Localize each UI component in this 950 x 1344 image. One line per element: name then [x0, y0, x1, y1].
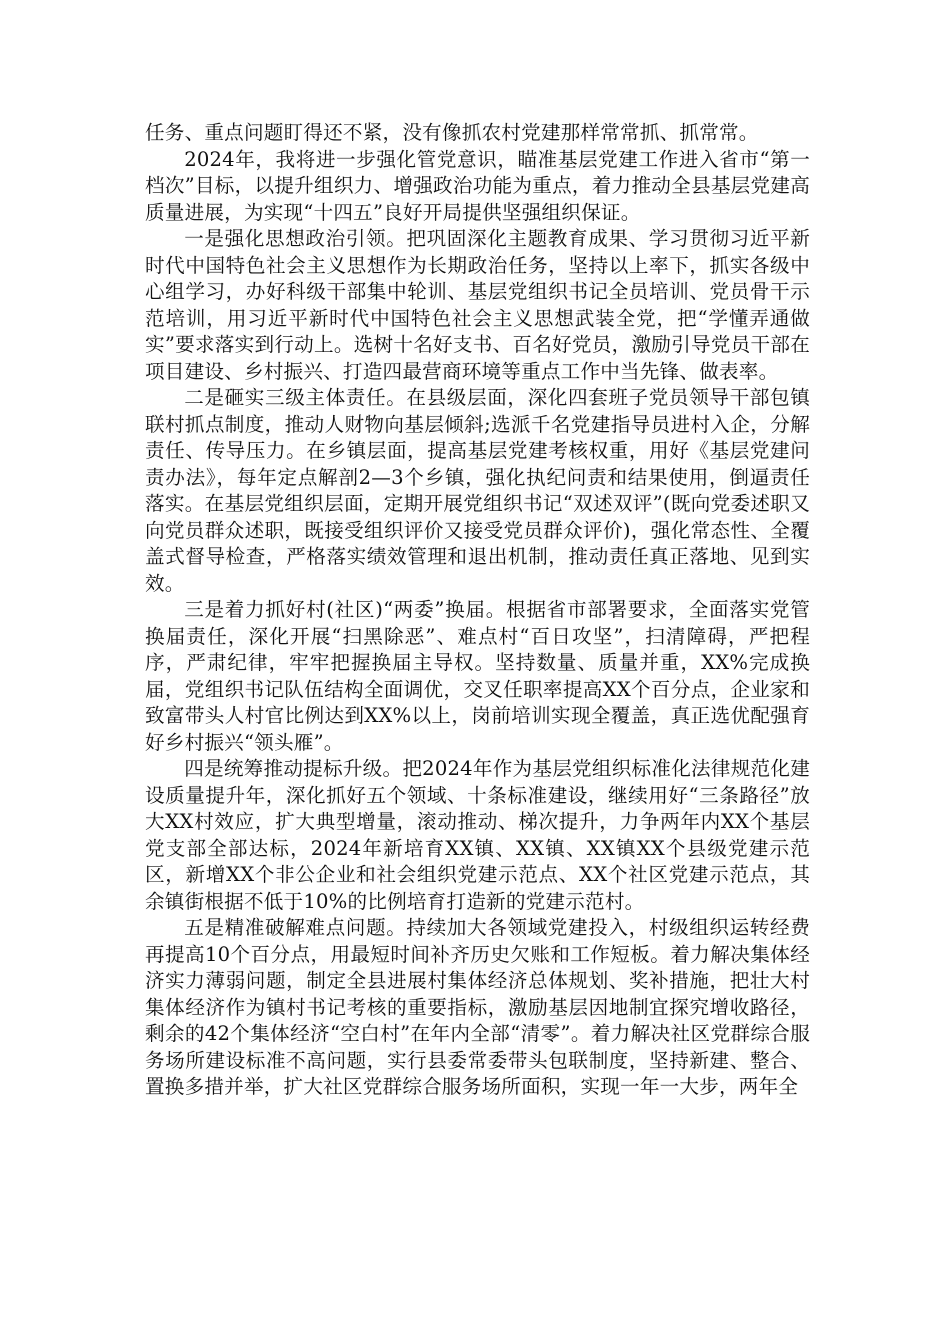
paragraph-point-4: 四是统筹推动提标升级。把2024年作为基层党组织标准化法律规范化建设质量提升年，深化抓好五个领域、十条标准建设，继续用好“三条路径”放大XX村效应，扩大典型增量，滚动推动、梯次提升，力争两年内XX个基层党支部全部达标，2024年新培育XX镇、XX镇、XX镇XX个县级党建示范区，新增XX个非公企业和社会组织党建示范点、XX个社区党建示范点，其余镇街根据不低于10%的比例培育打造新的党建示范村。 [145, 757, 810, 913]
document-body [145, 120, 810, 1101]
paragraph-2024-plan: 2024年，我将进一步强化管党意识，瞄准基层党建工作进入省市“第一档次”目标，以提升组织力、增强政治功能为重点，着力推动全县基层党建高质量进展，为实现“十四五”良好开局提供坚强组织保证。 [145, 147, 810, 224]
paragraph-point-1: 一是强化思想政治引领。把巩固深化主题教育成果、学习贯彻习近平新时代中国特色社会主义思想作为长期政治任务，坚持以上率下，抓实各级中心组学习，办好科级干部集中轮训、基层党组织书记全员培训、党员骨干示范培训，用习近平新时代中国特色社会主义思想武装全党，把“学懂弄通做实”要求落实到行动上。选树十名好支书、百名好党员，激励引导党员干部在项目建设、乡村振兴、打造四最营商环境等重点工作中当先锋、做表率。 [145, 227, 810, 383]
paragraph-point-3: 三是着力抓好村(社区)“两委”换届。根据省市部署要求，全面落实党管换届责任，深化开展“扫黑除恶”、难点村“百日攻坚”，扫清障碍，严把程序，严肃纪律，牢牢把握换届主导权。坚持数量、质量并重，XX%完成换届，党组织书记队伍结构全面调优，交叉任职率提高XX个百分点，企业家和致富带头人村官比例达到XX%以上，岗前培训实现全覆盖，真正选优配强育好乡村振兴“领头雁”。 [145, 598, 810, 754]
paragraph-point-5: 五是精准破解难点问题。持续加大各领域党建投入，村级组织运转经费再提高10个百分点，用最短时间补齐历史欠账和工作短板。着力解决集体经济实力薄弱问题，制定全县进展村集体经济总体规划、奖补措施，把壮大村集体经济作为镇村书记考核的重要指标，激励基层因地制宜探究增收路径，剩余的42个集体经济“空白村”在年内全部“清零”。着力解决社区党群综合服务场所建设标准不高问题，实行县委常委带头包联制度，坚持新建、整合、置换多措并举，扩大社区党群综合服务场所面积，实现一年一大步，两年全 [145, 916, 810, 1098]
paragraph-point-2: 二是砸实三级主体责任。在县级层面，深化四套班子党员领导干部包镇联村抓点制度，推动人财物向基层倾斜;选派千名党建指导员进村入企，分解责任、传导压力。在乡镇层面，提高基层党建考核权重，用好《基层党建问责办法》，每年定点解剖2—3个乡镇，强化执纪问责和结果使用，倒逼责任落实。在基层党组织层面，定期开展党组织书记“双述双评”(既向党委述职又向党员群众述职，既接受组织评价又接受党员群众评价)，强化常态性、全覆盖式督导检查，严格落实绩效管理和退出机制，推动责任真正落地、见到实效。 [145, 386, 810, 595]
paragraph-continued: 任务、重点问题盯得还不紧，没有像抓农村党建那样常常抓、抓常常。 [145, 121, 759, 144]
